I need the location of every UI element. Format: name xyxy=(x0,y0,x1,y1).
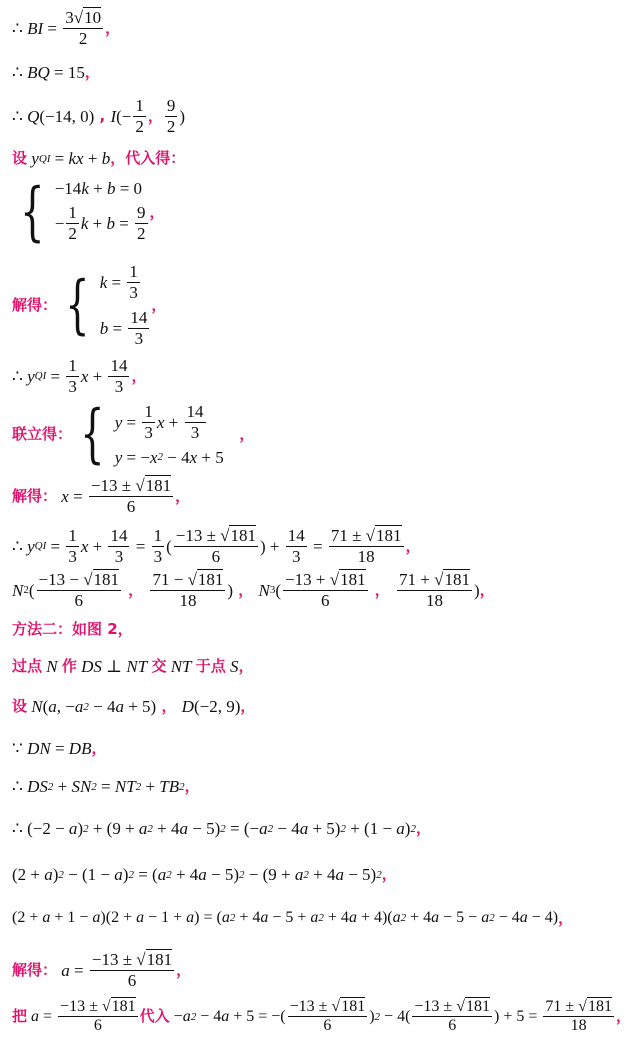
line-1: ∴ BI = $\frac{3√10}{2}$ ， xyxy=(12,8,121,48)
line-10: ∴ y QI = $\frac{1}{3}$ x + $\frac{14}{3}$ = $\frac{1}{3}$ ( $\frac{-13 \pm √181}{6}$ ) + $\frac{14}{3}$ = $\frac{71 \pm √181}{18}$ ， xyxy=(12,526,421,566)
line-20: 解得： a = $\frac{-13 \pm √181}{6}$ ， xyxy=(12,950,192,990)
line-12: 方法二：如图 2， xyxy=(12,620,133,638)
line-9: 解得： x = $\frac{-13 \pm √181}{6}$ ， xyxy=(12,476,191,516)
line-16: ∴ DS 2 + SN 2 = NT 2 + TB 2 ， xyxy=(12,777,200,796)
line-5: { −14 k + b = 0 − $\frac{1}{2}$ k + b = $\frac{9}{2}$ ， xyxy=(20,175,165,249)
line-19: (2 + a + 1 − a )(2 + a − 1 + a ) = ( a 2 + 4 a − 5 + a 2 + 4 a + 4)( a 2 + 4 a − 5 − a 2 − 4 a − 4) ， xyxy=(12,908,574,927)
line-3: ∴ Q (−14, 0) , I (− $\frac{1}{2}$ ， $\frac{9}{2}$ ) xyxy=(12,96,186,136)
line-11: N 2 ( $\frac{-13 - √181}{6}$ ， $\frac{71 - √181}{18}$ ) ， N 3 ( $\frac{-13 + √181}{6}$ ， $\frac{71 + √181}{18}$ ) ， xyxy=(12,570,495,610)
line-13: 过点 N 作 DS ⊥ NT 交 NT 于点 S ， xyxy=(12,657,254,676)
line-6: 解得： { k = $\frac{1}{3}$ b = $\frac{14}{3}$ ， xyxy=(12,262,167,348)
line-2: ∴ BQ = 15 ， xyxy=(12,63,100,82)
line-21: 把 a = $\frac{-13 \pm √181}{6}$ 代入 − a 2 − 4 a + 5 = −( $\frac{-13 \pm √181}{6}$ ) 2 − 4( $\frac{-13 \pm √181}{6}$ ) + 5 = $\frac{71 \pm √181}{18}$ ， xyxy=(12,998,631,1035)
line-8: 联立得： { y = $\frac{1}{3}$ x + $\frac{14}{3}$ y = − x 2 − 4 x + 5 ， xyxy=(12,397,255,471)
line-17: ∴ (−2 − a ) 2 + (9 + a 2 + 4 a − 5) 2 = (− a 2 − 4 a + 5) 2 + (1 − a ) 2 ， xyxy=(12,819,431,838)
line-14: 设 N ( a , − a 2 − 4 a + 5) ， D (−2, 9) ， xyxy=(12,697,256,716)
line-15: ∵ DN = DB ， xyxy=(12,739,107,758)
line-18: (2 + a ) 2 − (1 − a ) 2 = ( a 2 + 4 a − 5) 2 − (9 + a 2 + 4 a − 5) 2 ， xyxy=(12,865,397,884)
line-4: 设 y QI = kx + b ，代入得： xyxy=(12,149,186,168)
line-7: ∴ y QI = $\frac{1}{3}$ x + $\frac{14}{3}$ ， xyxy=(12,356,147,396)
